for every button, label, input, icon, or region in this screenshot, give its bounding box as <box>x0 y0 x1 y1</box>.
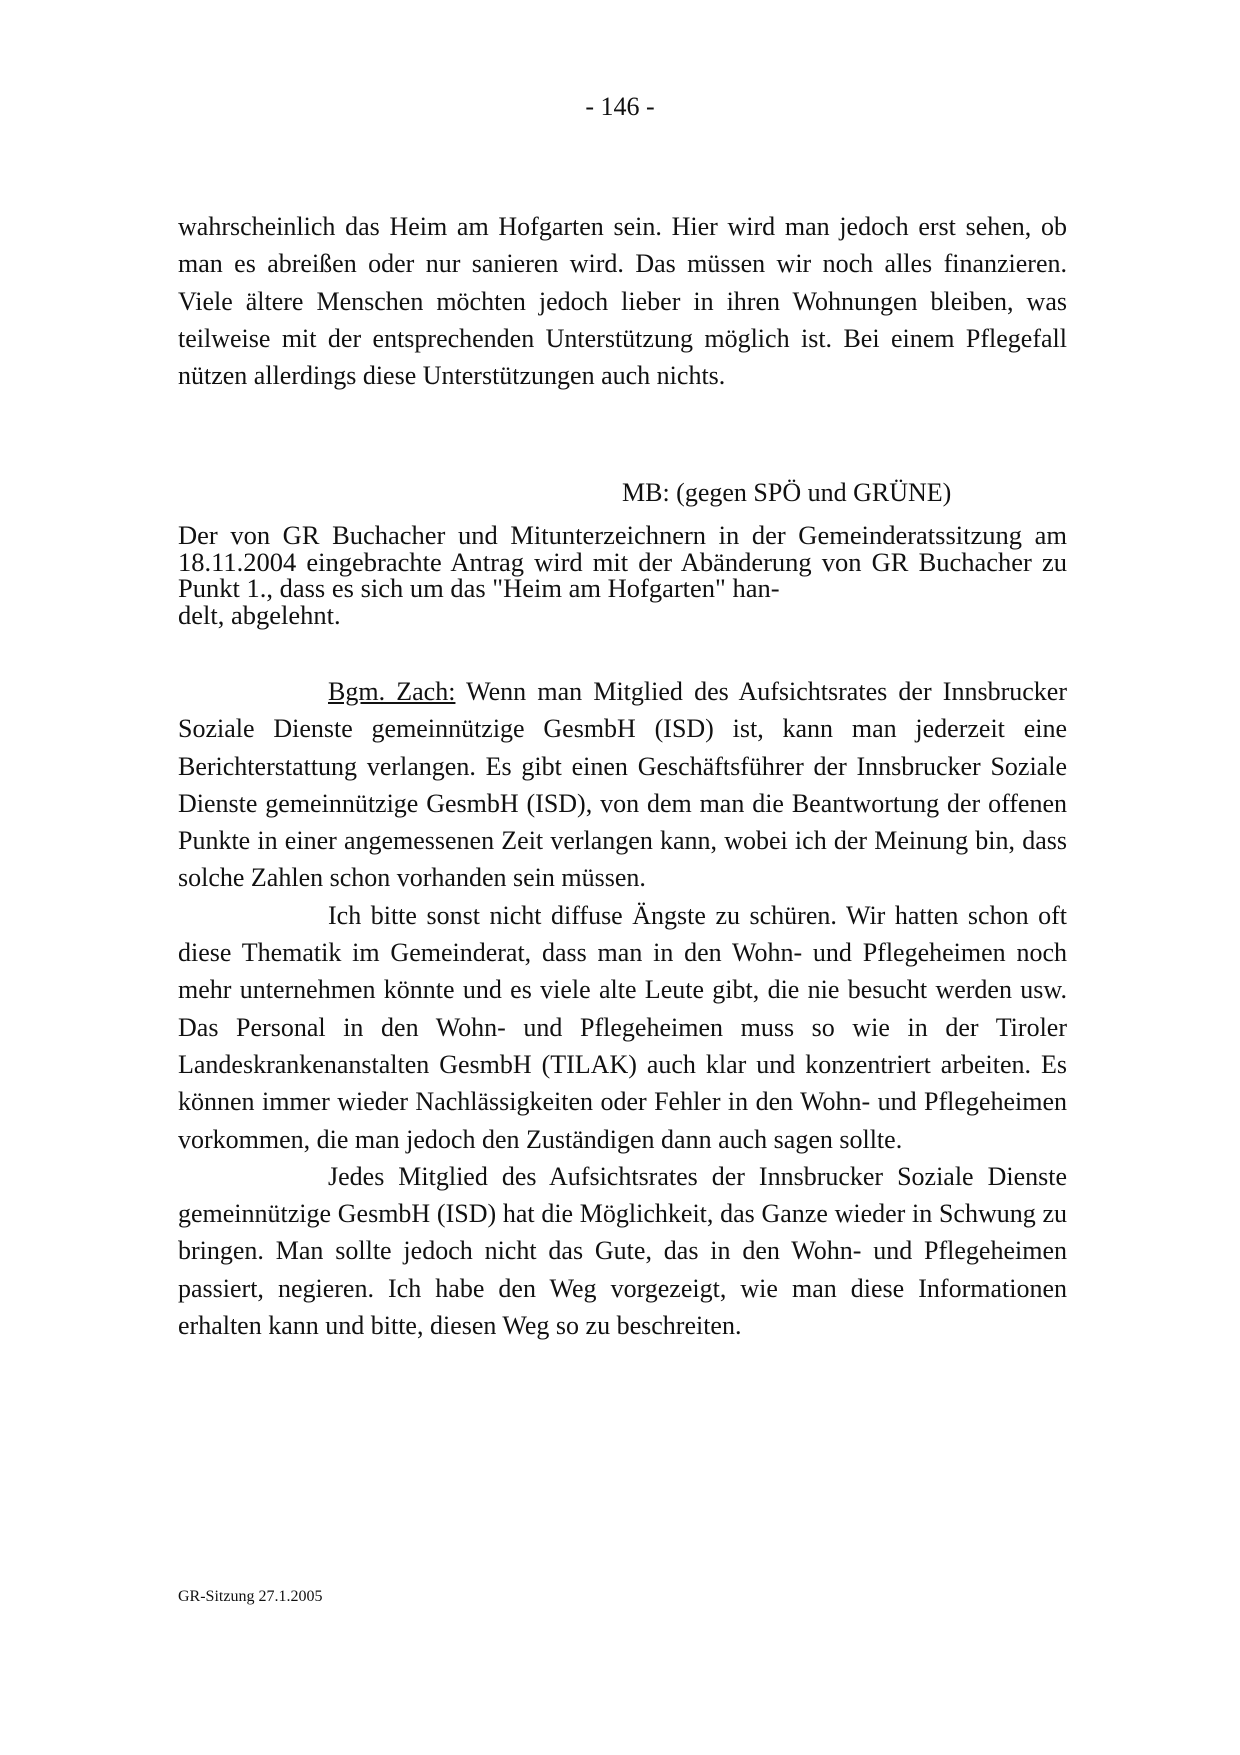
resolution-end: delt, abgelehnt. <box>178 599 341 630</box>
intro-paragraph: wahrscheinlich das Heim am Hofgarten sein. Hier wird man jedoch erst sehen, ob man es abreißen oder nur sanieren wird. Das müssen wir noch alles finanzieren. Viele ältere Menschen möchten jedoch lieber in ihren Wohnungen bleiben, was teilweise mit der entsprechenden Unterstützung möglich ist. Bei einem Pflegefall nützen allerdings diese Unterstützungen auch nichts. <box>178 212 1067 391</box>
resolution-body: Der von GR Buchacher und Mitunterzeichnern in der Gemeinderatssitzung am 18.11.2004 eingebrachte Antrag wird mit der Abänderung von GR Buchacher zu Punkt 1., dass es sich um das "Heim am Hofgarten" han- <box>178 520 1067 603</box>
speech-paragraph-1 <box>178 673 1067 897</box>
decision-label: MB: (gegen SPÖ und GRÜNE) <box>622 478 952 507</box>
speech-paragraph-1-text: Wenn man Mitglied des Aufsichtsrates der Innsbrucker Soziale Dienste gemeinnützige GesmbH (ISD) ist, kann man jederzeit eine Berichterstattung verlangen. Es gibt einen Geschäftsführer der Innsbrucker Soziale Dienste gemeinnützige GesmbH (ISD), von dem man die Beantwortung der offenen Punkte in einer angemessenen Zeit verlangen kann, wobei ich der Meinung bin, dass solche Zahlen schon vorhanden sein müssen. <box>178 677 1067 893</box>
intro-section <box>178 208 1067 394</box>
resolution-text <box>178 522 1067 628</box>
page-footer: GR-Sitzung 27.1.2005 <box>178 1588 323 1605</box>
speech-paragraph-3: Jedes Mitglied des Aufsichtsrates der Innsbrucker Soziale Dienste gemeinnützige GesmbH (ISD) hat die Möglichkeit, das Ganze wieder in Schwung zu bringen. Man sollte jedoch nicht das Gute, das in den Wohn- und Pflegeheimen passiert, negieren. Ich habe den Weg vorgezeigt, wie man diese Informationen erhalten kann und bitte, diesen Weg so zu beschreiten. <box>178 1161 1067 1341</box>
speech-paragraph-2: Ich bitte sonst nicht diffuse Ängste zu schüren. Wir hatten schon oft diese Thematik im Gemeinderat, dass man in den Wohn- und Pflegeheimen noch mehr unternehmen könnte und es viele alte Leute gibt, die nie besucht werden usw. Das Personal in den Wohn- und Pflegeheimen muss so wie in der Tiroler Landeskrankenanstalten GesmbH (TILAK) auch klar und konzentriert arbeiten. Es können immer wieder Nachlässigkeiten oder Fehler in den Wohn- und Pflegeheimen vorkommen, die man jedoch den Zuständigen dann auch sagen sollte. <box>178 900 1067 1154</box>
page-number: - 146 - <box>585 92 655 121</box>
speech-section <box>178 673 1067 1344</box>
speaker-name: Bgm. Zach: <box>328 677 456 706</box>
